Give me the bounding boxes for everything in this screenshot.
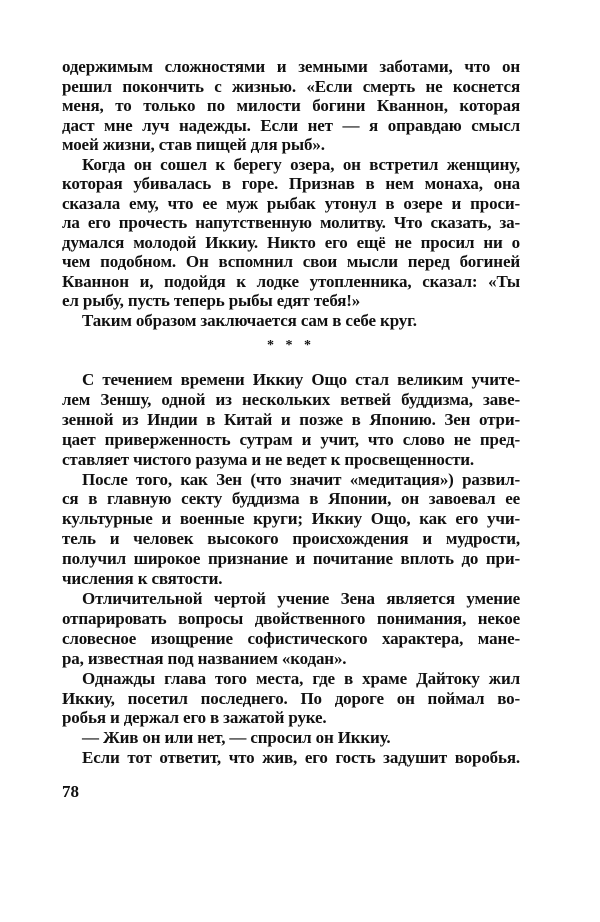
text-line: культурные и военные круги; Иккиу Ощо, как его учи-	[62, 509, 520, 529]
text-line: словесное изощрение софистического характера, мане-	[62, 628, 520, 648]
text-line: числения к святости.	[62, 569, 223, 589]
text-line: решил покончить с жизнью. «Если смерть не коснется	[62, 76, 520, 96]
text-line: моей жизни, став пищей для рыб».	[62, 135, 325, 154]
text-line: тель и человек высокого происхождения и мудрости,	[62, 529, 520, 549]
text-line: Таким образом заключается сам в себе круг.	[82, 310, 417, 330]
text-block-upper	[62, 57, 520, 330]
text-line: робья и держал его в зажатой руке.	[62, 708, 327, 728]
page-number: 78	[62, 782, 79, 801]
text-line: Если тот ответит, что жив, его гость задушит воробья.	[82, 748, 520, 768]
text-line: думался молодой Иккиу. Никто его ещё не просил ни о	[62, 232, 520, 252]
section-separator: * * *	[267, 338, 315, 353]
text-line: ел рыбу, пусть теперь рыбы едят тебя!»	[62, 291, 361, 310]
text-line: ра, известная под названием «кодан».	[62, 648, 347, 668]
text-line: чем подобном. Он вспомнил свои мысли перед богиней	[62, 252, 520, 271]
text-line: зенной из Индии в Китай и позже в Японию. Зен отри-	[62, 409, 520, 429]
text-line: Иккиу, посетил последнего. По дороге он поймал во-	[62, 688, 520, 708]
text-line: После того, как Зен (что значит «медитация») развил-	[82, 469, 520, 489]
text-line: лем Зеншу, одной из нескольких ветвей буддизма, заве-	[62, 389, 520, 409]
text-line: сказала ему, что ее муж рыбак утонул в озере и проси-	[62, 193, 520, 213]
text-line: одержимым сложностями и земными заботами, что он	[62, 57, 520, 76]
text-line: — Жив он или нет, — спросил он Иккиу.	[82, 728, 391, 748]
text-line: меня, то только по милости богини Кваннон, которая	[62, 96, 520, 115]
text-line: ставляет чистого разума и не ведет к просвещенности.	[62, 449, 475, 469]
text-line: отпарировать вопросы двойственного понимания, некое	[62, 608, 520, 628]
text-line: Когда он сошел к берегу озера, он встретил женщину,	[82, 154, 520, 174]
text-block-lower	[62, 370, 520, 768]
text-line: ла его прочесть напутственную молитву. Что сказать, за-	[62, 213, 520, 232]
text-line: Однажды глава того места, где в храме Дайтоку жил	[82, 668, 520, 688]
text-line: даст мне луч надежды. Если нет — я оправдаю смысл	[62, 115, 520, 135]
text-line: Отличительной чертой учение Зена является умение	[82, 588, 520, 608]
text-line: цает приверженность сутрам и учит, что слово не пред-	[62, 429, 520, 449]
text-line: С течением времени Иккиу Ощо стал великим учите-	[82, 370, 520, 389]
text-line: ся в главную секту буддизма в Японии, он завоевал ее	[62, 489, 520, 509]
text-line: которая убивалась в горе. Признав в нем монаха, она	[62, 174, 520, 193]
text-line: получил широкое признание и почитание вплоть до при-	[62, 549, 520, 569]
text-line: Кваннон и, подойдя к лодке утопленника, сказал: «Ты	[62, 271, 520, 291]
